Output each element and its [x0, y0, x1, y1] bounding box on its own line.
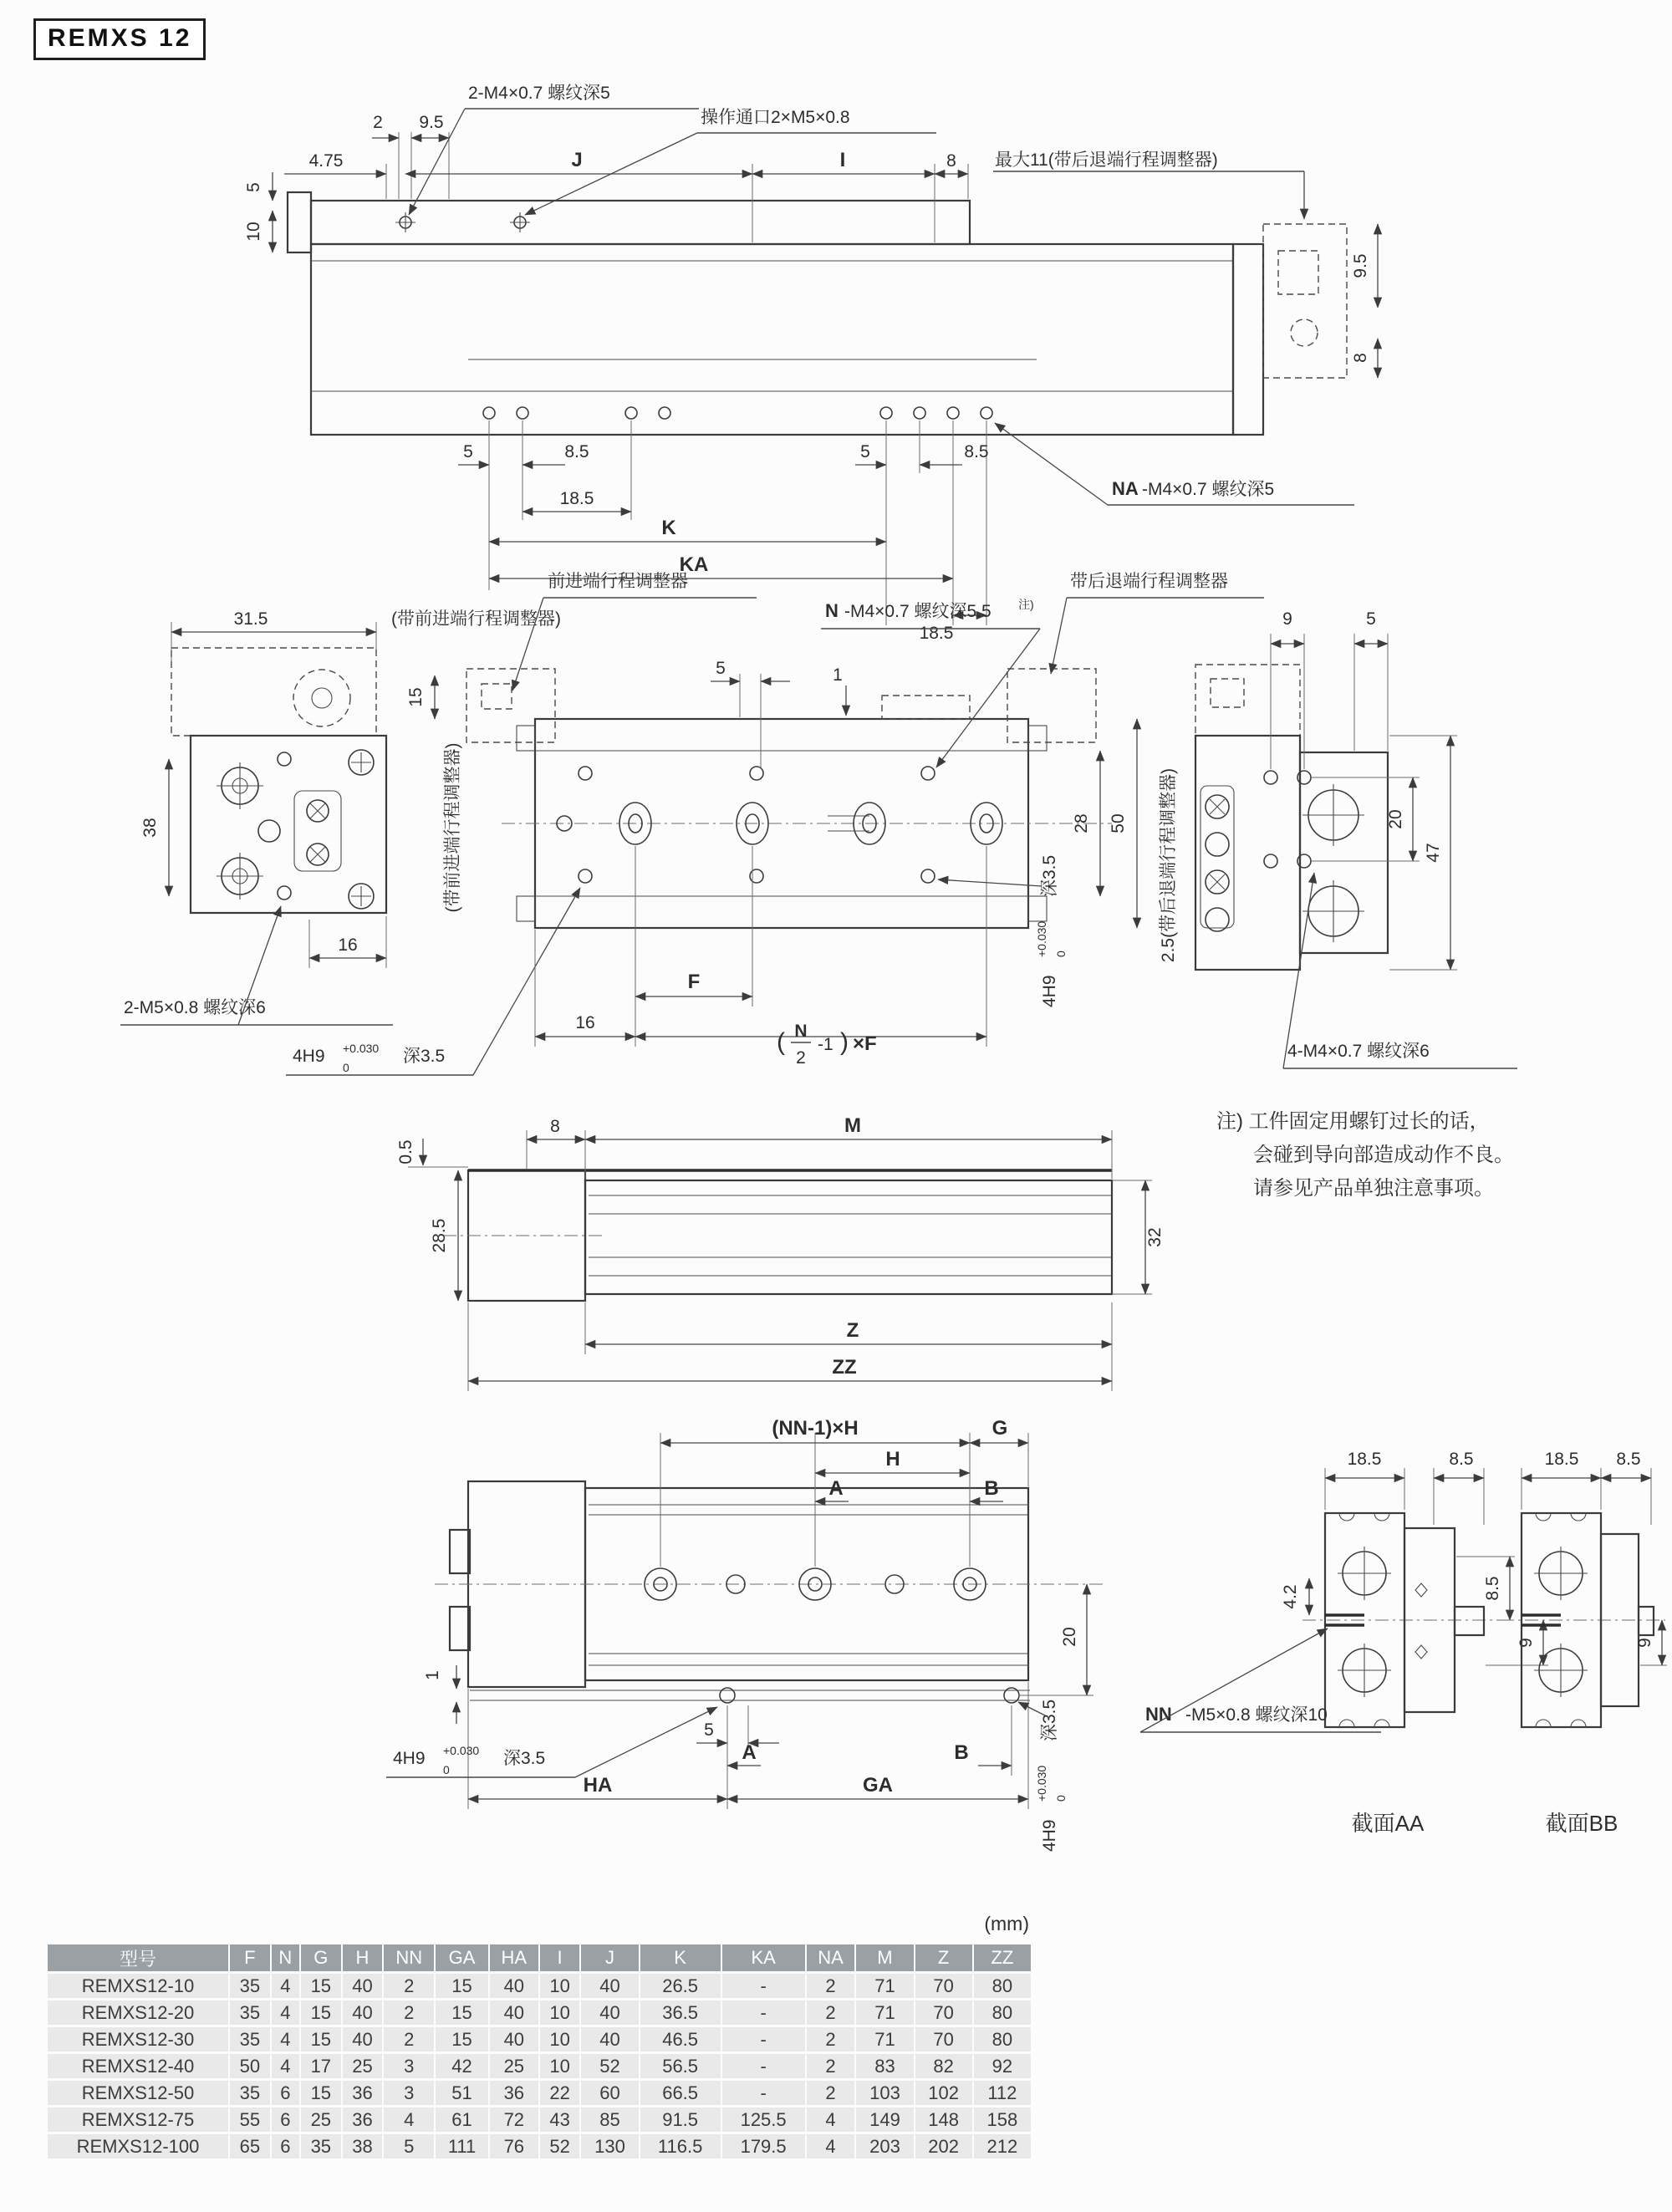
table-cell: 10 — [540, 2054, 580, 2078]
callout-na-prefix: NA — [1112, 478, 1139, 499]
dim-label-G: G — [991, 1417, 1008, 1440]
table-cell: 4 — [272, 1974, 299, 1998]
dim-label: 10 — [244, 222, 263, 242]
view-right-end — [1195, 609, 1517, 1068]
dim-label: 20 — [1386, 809, 1405, 829]
table-cell: 112 — [974, 2081, 1031, 2105]
callout-4m4: 4-M4×0.7 螺纹深6 — [1287, 1042, 1430, 1061]
dim-label: 47 — [1424, 843, 1443, 863]
table-cell: 2 — [384, 1974, 434, 1998]
table-cell: 103 — [856, 2081, 913, 2105]
table-cell: 80 — [974, 1974, 1031, 1998]
table-cell: 70 — [915, 1974, 972, 1998]
dim-label: 20 — [1060, 1627, 1079, 1647]
table-cell: 46.5 — [640, 2027, 721, 2051]
col-header: GA — [436, 1944, 488, 1971]
tolerance-lower: 0 — [343, 1061, 349, 1074]
table-cell: 70 — [915, 2000, 972, 2025]
table-cell: 65 — [230, 2134, 270, 2158]
dim-label: 31.5 — [233, 609, 268, 629]
table-cell: 149 — [856, 2108, 913, 2132]
table-cell: 71 — [856, 2000, 913, 2025]
dim-label: 9.5 — [1351, 253, 1370, 278]
dim-label: 18.5 — [559, 489, 594, 508]
callout-n-note-ref: 注) — [1018, 598, 1034, 611]
dim-label-ZZ: ZZ — [832, 1356, 857, 1379]
note-front-adjuster-vertical: (带前进端行程调整器) — [443, 742, 462, 913]
col-header: G — [301, 1944, 341, 1971]
table-cell: REMXS12-10 — [48, 1974, 228, 1998]
dim-label: 8 — [946, 151, 956, 171]
table-cell: 5 — [384, 2134, 434, 2158]
table-cell: 125.5 — [722, 2108, 805, 2132]
col-header: Z — [915, 1944, 972, 1971]
table-cell: 158 — [974, 2108, 1031, 2132]
callout-n-prefix: N — [825, 600, 839, 621]
table-cell: 43 — [540, 2108, 580, 2132]
note-line: 注) 工件固定用螺钉过长的话， — [1216, 1110, 1490, 1133]
dim-label-J: J — [571, 149, 583, 171]
tolerance-upper: +0.030 — [1035, 1765, 1048, 1802]
table-cell: 91.5 — [640, 2108, 721, 2132]
table-cell: 26.5 — [640, 1974, 721, 1998]
callout-4h9: 4H9 — [1040, 975, 1059, 1007]
table-cell: 3 — [384, 2054, 434, 2078]
col-header: I — [540, 1944, 580, 1971]
table-cell: 40 — [490, 1974, 538, 1998]
table-row — [48, 1974, 1031, 1998]
table-cell: 15 — [301, 2081, 341, 2105]
col-header: J — [581, 1944, 638, 1971]
col-header: NN — [384, 1944, 434, 1971]
dim-label: 50 — [1109, 813, 1128, 833]
dim-label: 1 — [423, 1670, 442, 1680]
table-cell: 2 — [807, 2027, 855, 2051]
formula-numerator: N — [794, 1022, 808, 1041]
table-cell: 2 — [807, 1974, 855, 1998]
table-cell: 15 — [436, 1974, 488, 1998]
callout-na: -M4×0.7 螺纹深5 — [1142, 480, 1275, 499]
note-line: 会碰到导向部造成动作不良。 — [1253, 1144, 1514, 1166]
col-header: N — [272, 1944, 299, 1971]
table-cell: 80 — [974, 2000, 1031, 2025]
dim-label: 8 — [550, 1117, 560, 1136]
table-cell: 25 — [490, 2054, 538, 2078]
view-side-elevation — [396, 1114, 1165, 1391]
dim-label: 8.5 — [564, 442, 589, 461]
dim-label: 18.5 — [1347, 1450, 1382, 1469]
table-cell: 42 — [436, 2054, 488, 2078]
table-cell: 22 — [540, 2081, 580, 2105]
col-header: 型号 — [48, 1944, 228, 1971]
table-row — [48, 2054, 1031, 2078]
note-front-adjuster: (带前进端行程调整器) — [391, 609, 561, 629]
dim-label: 5 — [860, 442, 870, 461]
tolerance-upper: +0.030 — [343, 1042, 380, 1055]
table-cell: 10 — [540, 2000, 580, 2025]
table-cell: 203 — [856, 2134, 913, 2158]
table-cell: REMXS12-75 — [48, 2108, 228, 2132]
dim-label: 8.5 — [1616, 1450, 1641, 1469]
table-cell: 111 — [436, 2134, 488, 2158]
table-cell: 82 — [915, 2054, 972, 2078]
tolerance-lower: 0 — [443, 1763, 450, 1776]
dim-label: 8 — [1351, 353, 1370, 363]
table-cell: 40 — [581, 2027, 638, 2051]
table-cell: 10 — [540, 1974, 580, 1998]
table-cell: 40 — [581, 2000, 638, 2025]
dim-label-B: B — [954, 1741, 969, 1764]
table-cell: 72 — [490, 2108, 538, 2132]
dim-label: 16 — [338, 935, 358, 955]
note-rear-adjuster-vertical: 2.5(带后退端行程调整器) — [1159, 767, 1178, 963]
table-cell: 202 — [915, 2134, 972, 2158]
table-cell: 25 — [301, 2108, 341, 2132]
table-cell: 25 — [343, 2054, 383, 2078]
view-plan — [406, 572, 1264, 1068]
dim-label: 18.5 — [919, 624, 954, 643]
callout-max-stroke: 最大11(带后退端行程调整器) — [995, 150, 1218, 170]
table-row — [48, 2081, 1031, 2105]
table-cell: 2 — [807, 2000, 855, 2025]
callout-depth: 深3.5 — [403, 1047, 446, 1066]
callout-port: 操作通口2×M5×0.8 — [701, 108, 850, 127]
dimension-table-section — [46, 1913, 1032, 2161]
dim-label-M: M — [844, 1114, 861, 1137]
flange-holes — [483, 407, 992, 419]
table-cell: 92 — [974, 2054, 1031, 2078]
dim-label-NN-1xH: (NN-1)×H — [772, 1417, 859, 1440]
table-cell: 83 — [856, 2054, 913, 2078]
callout-depth: 深3.5 — [1040, 1699, 1059, 1741]
tolerance-upper: +0.030 — [1035, 920, 1048, 957]
table-cell: - — [722, 1974, 805, 1998]
dim-label-A: A — [742, 1741, 757, 1764]
tolerance-lower: 0 — [1054, 951, 1068, 957]
table-cell: 148 — [915, 2108, 972, 2132]
table-cell: - — [722, 2054, 805, 2078]
dim-label-K: K — [661, 517, 676, 539]
table-cell: 2 — [807, 2081, 855, 2105]
dim-label: 9 — [1282, 609, 1292, 629]
dim-label: 9 — [1635, 1638, 1654, 1648]
table-cell: 38 — [343, 2134, 383, 2158]
formula-xf: ×F — [853, 1032, 877, 1055]
table-cell: 4 — [272, 2054, 299, 2078]
table-cell: 40 — [581, 1974, 638, 1998]
tolerance-upper: +0.030 — [443, 1744, 480, 1757]
table-cell: 4 — [807, 2108, 855, 2132]
callout-4h9: 4H9 — [293, 1047, 325, 1066]
table-cell: 40 — [343, 2027, 383, 2051]
table-row — [48, 2027, 1031, 2051]
dim-label-A: A — [828, 1477, 844, 1500]
col-header: ZZ — [974, 1944, 1031, 1971]
table-cell: 40 — [343, 2000, 383, 2025]
dim-label: 15 — [406, 687, 426, 707]
dimension-table — [46, 1942, 1032, 2161]
table-cell: 2 — [384, 2027, 434, 2051]
dim-label: 18.5 — [1544, 1450, 1579, 1469]
unit-note: (mm) — [984, 1913, 1029, 1934]
table-cell: - — [722, 2081, 805, 2105]
table-cell: 4 — [807, 2134, 855, 2158]
table-cell: 17 — [301, 2054, 341, 2078]
callout-4h9: 4H9 — [1040, 1819, 1059, 1852]
dim-label: 8.5 — [1449, 1450, 1474, 1469]
plan-holes — [557, 767, 1002, 883]
screw-column — [1206, 795, 1229, 931]
callout-4h9-rotated — [1035, 855, 1068, 1007]
callout-thread: 2-M4×0.7 螺纹深5 — [468, 84, 610, 103]
table-cell: 56.5 — [640, 2054, 721, 2078]
dim-label: 5 — [244, 182, 263, 192]
table-cell: 85 — [581, 2108, 638, 2132]
dim-label-I: I — [839, 149, 846, 171]
table-cell: 36 — [343, 2108, 383, 2132]
dim-label-GA: GA — [863, 1774, 893, 1797]
table-cell: 212 — [974, 2134, 1031, 2158]
table-cell: 15 — [301, 2027, 341, 2051]
col-header: NA — [807, 1944, 855, 1971]
dim-label-B: B — [984, 1477, 999, 1500]
table-cell: 76 — [490, 2134, 538, 2158]
table-cell: 15 — [301, 2000, 341, 2025]
table-cell: - — [722, 2000, 805, 2025]
view-front-elevation — [244, 84, 1378, 643]
table-cell: 50 — [230, 2054, 270, 2078]
callout-2m5: 2-M5×0.8 螺纹深6 — [124, 998, 266, 1017]
dim-label: 38 — [140, 818, 160, 838]
table-cell: 35 — [230, 2000, 270, 2025]
table-row — [48, 2134, 1031, 2158]
view-bottom — [386, 1417, 1104, 1852]
callout-rear-adjuster: 带后退端行程调整器 — [1070, 572, 1228, 591]
table-cell: 66.5 — [640, 2081, 721, 2105]
dim-label-H: H — [885, 1448, 900, 1470]
section-aa-label: 截面AA — [1351, 1811, 1425, 1836]
table-cell: 36.5 — [640, 2000, 721, 2025]
table-cell: REMXS12-100 — [48, 2134, 228, 2158]
formula-denominator: 2 — [796, 1048, 806, 1068]
dim-label: 5 — [463, 442, 473, 461]
table-cell: 2 — [807, 2054, 855, 2078]
table-cell: REMXS12-30 — [48, 2027, 228, 2051]
dim-label: 8.5 — [964, 442, 989, 461]
table-cell: 6 — [272, 2134, 299, 2158]
callout-depth: 深3.5 — [1040, 854, 1059, 897]
dim-label: 28.5 — [430, 1218, 449, 1253]
view-left-end — [120, 609, 580, 1075]
table-cell: 80 — [974, 2027, 1031, 2051]
table-cell: 15 — [301, 1974, 341, 1998]
table-cell: 71 — [856, 2027, 913, 2051]
table-cell: 10 — [540, 2027, 580, 2051]
table-row — [48, 2000, 1031, 2025]
table-cell: 52 — [540, 2134, 580, 2158]
table-cell: 52 — [581, 2054, 638, 2078]
table-cell: 71 — [856, 1974, 913, 1998]
table-cell: 36 — [490, 2081, 538, 2105]
dim-label: 8.5 — [1483, 1576, 1502, 1601]
table-row — [48, 2108, 1031, 2132]
table-cell: 6 — [272, 2081, 299, 2105]
section-bb-label: 截面BB — [1545, 1811, 1618, 1836]
table-cell: REMXS12-50 — [48, 2081, 228, 2105]
table-cell: 35 — [301, 2134, 341, 2158]
dim-label: 0.5 — [396, 1139, 415, 1165]
dim-label: 28 — [1072, 813, 1091, 833]
table-cell: 130 — [581, 2134, 638, 2158]
callout-nn-prefix: NN — [1145, 1704, 1172, 1725]
callout-nn: -M5×0.8 螺纹深10 — [1185, 1705, 1328, 1725]
table-cell: 35 — [230, 2027, 270, 2051]
col-header: F — [230, 1944, 270, 1971]
dim-label: 5 — [1366, 609, 1376, 629]
tolerance-lower: 0 — [1054, 1795, 1068, 1802]
dim-label: 9 — [1517, 1638, 1536, 1648]
table-cell: 3 — [384, 2081, 434, 2105]
callout-depth: 深3.5 — [503, 1749, 546, 1768]
col-header: H — [343, 1944, 383, 1971]
table-cell: 60 — [581, 2081, 638, 2105]
dim-label-Z: Z — [846, 1319, 859, 1342]
callout-front-adjuster: 前进端行程调整器 — [548, 572, 688, 591]
dim-label: 16 — [575, 1013, 595, 1032]
table-cell: 4 — [272, 2000, 299, 2025]
dim-label: 2 — [373, 113, 383, 132]
table-cell: 55 — [230, 2108, 270, 2132]
table-cell: 102 — [915, 2081, 972, 2105]
table-cell: 179.5 — [722, 2134, 805, 2158]
table-cell: 2 — [384, 2000, 434, 2025]
dim-label: 5 — [704, 1720, 714, 1740]
dim-label-KA: KA — [679, 553, 709, 576]
table-cell: 4 — [272, 2027, 299, 2051]
table-cell: 4 — [384, 2108, 434, 2132]
table-cell: - — [722, 2027, 805, 2051]
table-cell: 40 — [490, 2027, 538, 2051]
col-header: KA — [722, 1944, 805, 1971]
dim-label: 1 — [833, 665, 843, 685]
table-cell: 116.5 — [640, 2134, 721, 2158]
dim-label: 32 — [1145, 1227, 1165, 1247]
note-block — [1216, 1105, 1618, 1205]
section-aa — [1140, 1450, 1548, 1836]
table-cell: 40 — [343, 1974, 383, 1998]
dim-label-HA: HA — [583, 1774, 613, 1797]
table-cell: 35 — [230, 2081, 270, 2105]
callout-4h9: 4H9 — [393, 1749, 426, 1768]
model-code: REMXS 12 — [48, 24, 192, 52]
table-cell: 61 — [436, 2108, 488, 2132]
dim-label: 9.5 — [419, 113, 444, 132]
table-cell: REMXS12-40 — [48, 2054, 228, 2078]
callout-4h9-rotated — [1035, 1700, 1068, 1852]
col-header: M — [856, 1944, 913, 1971]
formula-n2-1xf — [777, 1022, 877, 1068]
table-cell: REMXS12-20 — [48, 2000, 228, 2025]
table-cell: 35 — [230, 1974, 270, 1998]
formula-paren: ) — [840, 1028, 849, 1056]
table-cell: 15 — [436, 2027, 488, 2051]
col-header: HA — [490, 1944, 538, 1971]
dim-label: 4.75 — [308, 151, 344, 171]
formula-paren: ( — [777, 1028, 785, 1056]
dim-label: 4.2 — [1281, 1584, 1300, 1609]
table-cell: 51 — [436, 2081, 488, 2105]
table-cell: 36 — [343, 2081, 383, 2105]
note-line: 请参见产品单独注意事项。 — [1253, 1177, 1494, 1200]
dim-label: 5 — [716, 659, 726, 678]
dim-label-F: F — [687, 971, 701, 993]
formula-minus1: -1 — [818, 1035, 833, 1054]
col-header: K — [640, 1944, 721, 1971]
table-cell: 70 — [915, 2027, 972, 2051]
callout-n: -M4×0.7 螺纹深5.5 — [844, 602, 991, 621]
table-cell: 15 — [436, 2000, 488, 2025]
table-cell: 40 — [490, 2000, 538, 2025]
table-cell: 6 — [272, 2108, 299, 2132]
